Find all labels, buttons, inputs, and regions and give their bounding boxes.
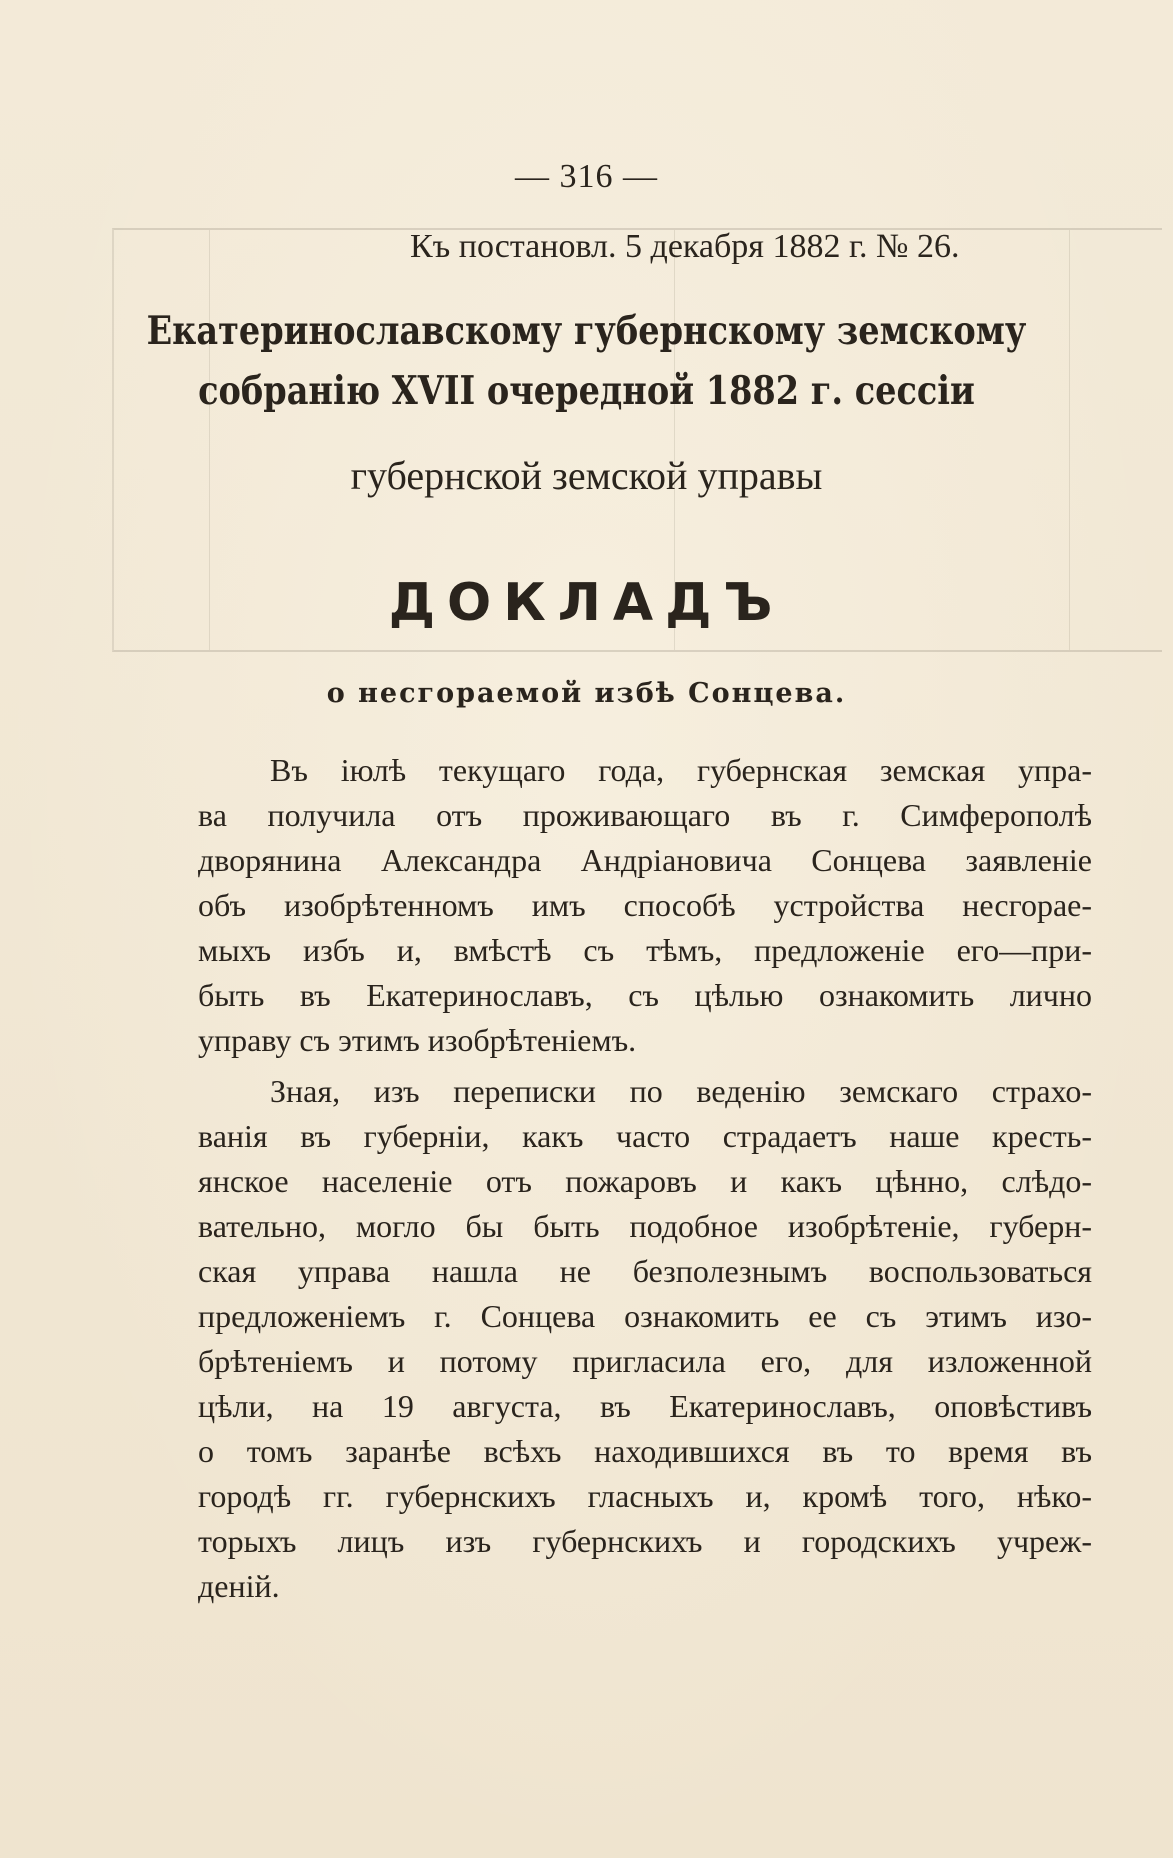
document-subtitle: о несгораемой избѣ Сонцева. xyxy=(326,678,847,709)
paragraph-2-line: торыхъ лицъ изъ губернскихъ и городскихъ учреж- xyxy=(198,1523,1092,1559)
paragraph-2-line: ванія въ губерніи, какъ часто страдаетъ наше кресть- xyxy=(198,1118,1092,1154)
heading-line-3: губернской земской управы xyxy=(350,453,823,498)
paragraph-2-line: предложеніемъ г. Сонцева ознакомить ее съ этимъ изо- xyxy=(198,1298,1092,1334)
paragraph-2-line: городѣ гг. губернскихъ гласныхъ и, кромѣ того, нѣко- xyxy=(198,1478,1092,1514)
paragraph-2-line: ская управа нашла не безполезнымъ воспользоваться xyxy=(198,1253,1092,1289)
paragraph-2-line: брѣтеніемъ и потому пригласила его, для изложенной xyxy=(198,1343,1092,1379)
paragraph-1-line: Въ іюлѣ текущаго года, губернская земская упра- xyxy=(270,752,1092,788)
heading-line-2: собранію XVII очередной 1882 г. сессіи xyxy=(198,368,975,414)
paragraph-1-line: мыхъ избъ и, вмѣстѣ съ тѣмъ, предложеніе его—при- xyxy=(198,932,1092,968)
paragraph-1-line: объ изобрѣтенномъ имъ способѣ устройства несгорае- xyxy=(198,887,1092,923)
paragraph-2-line: о томъ заранѣе всѣхъ находившихся въ то время въ xyxy=(198,1433,1092,1469)
paragraph-2-line: вательно, могло бы быть подобное изобрѣтеніе, губерн- xyxy=(198,1208,1092,1244)
paragraph-1-line: дворянина Александра Андріановича Сонцева заявленіе xyxy=(198,842,1092,878)
paragraph-1-line: быть въ Екатеринославъ, съ цѣлью ознакомить лично xyxy=(198,977,1092,1013)
paragraph-1-line: ва получила отъ проживающаго въ г. Симферополѣ xyxy=(198,797,1092,833)
paragraph-2-line: янское населеніе отъ пожаровъ и какъ цѣнно, слѣдо- xyxy=(198,1163,1092,1199)
paragraph-2-line: Зная, изъ переписки по веденію земскаго страхо- xyxy=(270,1073,1092,1109)
paragraph-2-line: деній. xyxy=(198,1568,280,1604)
page-number: — 316 — xyxy=(515,158,658,195)
resolution-reference: Къ постановл. 5 декабря 1882 г. № 26. xyxy=(410,228,960,265)
paragraph-2-line: цѣли, на 19 августа, въ Екатеринославъ, оповѣстивъ xyxy=(198,1388,1092,1424)
heading-line-1: Екатеринославскому губернскому земскому xyxy=(146,308,1027,354)
body-text xyxy=(198,748,1092,1609)
paragraph-1-line: управу съ этимъ изобрѣтеніемъ. xyxy=(198,1022,637,1058)
document-title: ДОКЛАДЪ xyxy=(388,573,785,633)
